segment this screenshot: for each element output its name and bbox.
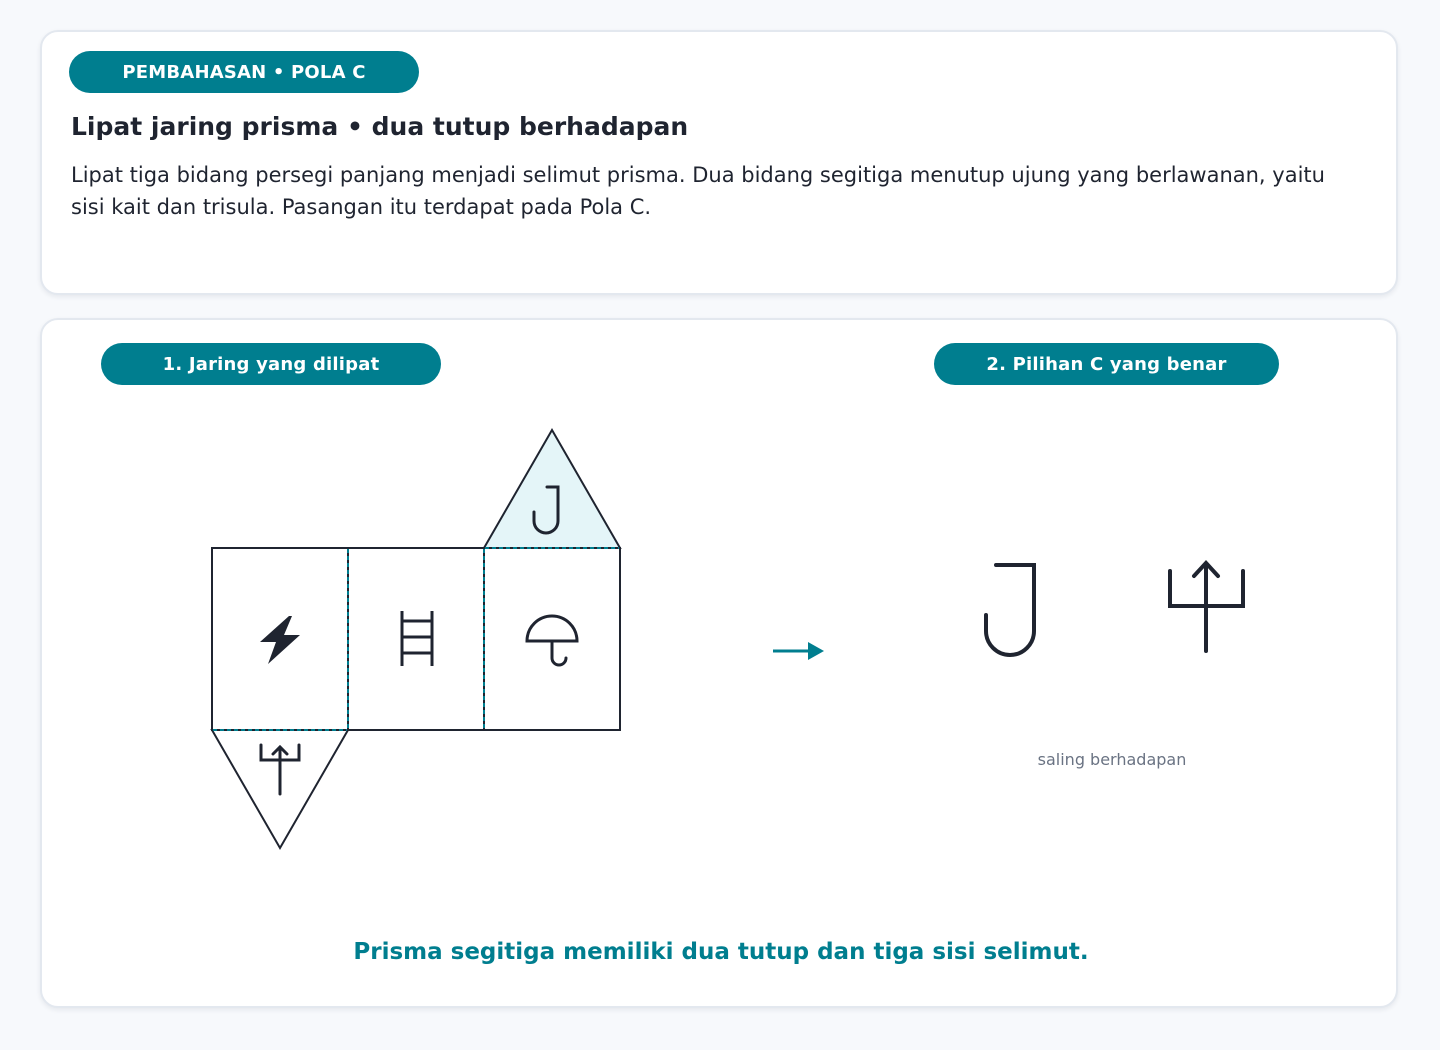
explanation-card bbox=[40, 30, 1398, 295]
net-face-2 bbox=[348, 548, 484, 730]
page-title: Lipat jaring prisma • dua tutup berhadapan bbox=[71, 112, 689, 141]
arrow-right-icon bbox=[773, 642, 824, 660]
diagram-canvas bbox=[42, 320, 1398, 1008]
diagram-card bbox=[40, 318, 1398, 1008]
result-note: saling berhadapan bbox=[1037, 750, 1187, 769]
diagram-caption: Prisma segitiga memiliki dua tutup dan tiga sisi selimut. bbox=[353, 939, 1089, 965]
result-trident-icon bbox=[1170, 563, 1243, 651]
step-1-label: 1. Jaring yang dilipat bbox=[101, 343, 441, 385]
description-text: Lipat tiga bidang persegi panjang menjadi selimut prisma. Dua bidang segitiga menutup ujung yang berlawanan, yaitu sisi kait dan trisula. Pasangan itu terdapat pada Pola C. bbox=[71, 163, 1325, 219]
section-badge: PEMBAHASAN • POLA C bbox=[69, 51, 419, 93]
result-hook-icon bbox=[986, 565, 1034, 655]
step-2-label: 2. Pilihan C yang benar bbox=[934, 343, 1279, 385]
net-face-3 bbox=[484, 548, 620, 730]
